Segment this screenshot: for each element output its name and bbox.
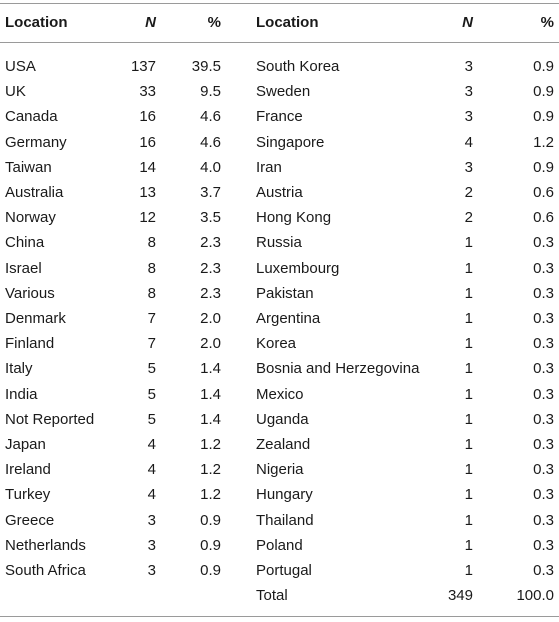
- right-pct-cell: 0.3: [533, 562, 554, 579]
- left-location-cell: UK: [5, 83, 26, 101]
- table-row: [0, 508, 559, 533]
- right-n-cell: 2: [464, 209, 473, 227]
- right-pct-cell: 0.3: [533, 461, 554, 479]
- top-rule: [0, 3, 559, 4]
- right-pct-cell: 0.3: [533, 410, 554, 428]
- right-n-cell: 1: [464, 385, 473, 403]
- table-row: [0, 306, 559, 331]
- left-pct-cell: 1.4: [200, 410, 221, 428]
- right-pct-cell: 0.3: [533, 486, 554, 504]
- left-location-cell: USA: [5, 58, 36, 75]
- left-n-cell: 5: [147, 385, 156, 403]
- left-pct-cell: 1.2: [200, 486, 221, 504]
- right-n-cell: 2: [464, 184, 473, 201]
- header-location-left: Location: [5, 14, 68, 31]
- right-pct-cell: 0.3: [533, 536, 554, 554]
- right-n-cell: 1: [464, 536, 473, 554]
- left-n-cell: 3: [147, 511, 156, 529]
- right-location-cell: Austria: [256, 184, 303, 201]
- total-n: 349: [447, 587, 473, 605]
- table-row: [0, 331, 559, 356]
- table-row: [0, 432, 559, 457]
- table-row: [0, 104, 559, 129]
- right-n-cell: 3: [464, 158, 473, 176]
- total-row: [0, 583, 559, 608]
- right-n-cell: 1: [464, 259, 473, 277]
- left-location-cell: South Africa: [5, 562, 86, 579]
- left-pct-cell: 39.5: [191, 58, 221, 75]
- left-location-cell: Australia: [5, 184, 64, 201]
- left-pct-cell: 4.0: [200, 158, 221, 176]
- right-n-cell: 1: [464, 436, 473, 453]
- left-pct-cell: 4.6: [200, 108, 221, 126]
- table-row: [0, 79, 559, 104]
- left-n-cell: 5: [147, 360, 156, 378]
- right-location-cell: Russia: [256, 234, 302, 252]
- right-pct-cell: 0.9: [533, 83, 554, 101]
- table-row: [0, 482, 559, 507]
- left-location-cell: Israel: [5, 259, 42, 277]
- left-n-cell: 4: [147, 486, 156, 504]
- total-label: Total: [256, 587, 288, 605]
- left-pct-cell: 0.9: [200, 511, 221, 529]
- left-location-cell: Netherlands: [5, 536, 86, 554]
- table-row: [0, 54, 559, 79]
- right-location-cell: Pakistan: [256, 284, 314, 302]
- left-pct-cell: 3.7: [200, 184, 221, 201]
- table-row: [0, 382, 559, 407]
- right-pct-cell: 0.3: [533, 335, 554, 353]
- header-location-right: Location: [256, 14, 319, 31]
- left-location-cell: Various: [5, 284, 55, 302]
- table-row: [0, 205, 559, 230]
- right-location-cell: Uganda: [256, 410, 309, 428]
- table-row: [0, 281, 559, 306]
- left-n-cell: 12: [139, 209, 156, 227]
- left-pct-cell: 9.5: [200, 83, 221, 101]
- right-location-cell: Poland: [256, 536, 303, 554]
- right-location-cell: Sweden: [256, 83, 311, 101]
- right-location-cell: Hong Kong: [256, 209, 332, 227]
- right-n-cell: 1: [464, 234, 473, 252]
- left-n-cell: 8: [147, 284, 156, 302]
- right-pct-cell: 0.3: [533, 511, 554, 529]
- table-row: [0, 533, 559, 558]
- right-n-cell: 1: [464, 284, 473, 302]
- right-pct-cell: 0.3: [533, 284, 554, 302]
- right-location-cell: Nigeria: [256, 461, 304, 479]
- left-location-cell: Taiwan: [5, 158, 52, 176]
- right-pct-cell: 0.3: [533, 259, 554, 277]
- left-pct-cell: 2.0: [200, 310, 221, 327]
- right-n-cell: 1: [464, 461, 473, 479]
- left-n-cell: 16: [139, 133, 156, 151]
- left-location-cell: Ireland: [5, 461, 51, 479]
- left-n-cell: 13: [139, 184, 156, 201]
- right-n-cell: 1: [464, 562, 473, 579]
- header-pct-right: %: [540, 14, 554, 31]
- right-location-cell: Iran: [256, 158, 282, 176]
- right-pct-cell: 0.6: [533, 209, 554, 227]
- right-location-cell: Korea: [256, 335, 297, 353]
- left-n-cell: 14: [139, 158, 156, 176]
- right-location-cell: Bosnia and Herzegovina: [256, 360, 420, 378]
- left-pct-cell: 2.3: [200, 234, 221, 252]
- table-row: [0, 558, 559, 583]
- left-n-cell: 3: [147, 562, 156, 579]
- table-row: [0, 180, 559, 205]
- left-n-cell: 137: [130, 58, 156, 75]
- right-pct-cell: 0.6: [533, 184, 554, 201]
- table-row: [0, 230, 559, 255]
- right-pct-cell: 0.3: [533, 360, 554, 378]
- right-pct-cell: 0.3: [533, 234, 554, 252]
- table-row: [0, 457, 559, 482]
- left-location-cell: Finland: [5, 335, 55, 353]
- left-location-cell: Denmark: [5, 310, 66, 327]
- bottom-rule: [0, 616, 559, 617]
- right-n-cell: 1: [464, 310, 473, 327]
- left-pct-cell: 2.3: [200, 284, 221, 302]
- left-location-cell: India: [5, 385, 38, 403]
- left-pct-cell: 3.5: [200, 209, 221, 227]
- left-n-cell: 7: [147, 310, 156, 327]
- left-n-cell: 8: [147, 259, 156, 277]
- left-location-cell: Not Reported: [5, 410, 95, 428]
- right-location-cell: Thailand: [256, 511, 314, 529]
- header-n-left: N: [145, 14, 156, 31]
- header-pct-left: %: [207, 14, 221, 31]
- left-location-cell: Canada: [5, 108, 58, 126]
- right-n-cell: 3: [464, 83, 473, 101]
- table-row: [0, 130, 559, 155]
- left-n-cell: 4: [147, 436, 156, 453]
- right-n-cell: 1: [464, 360, 473, 378]
- left-pct-cell: 0.9: [200, 536, 221, 554]
- right-n-cell: 1: [464, 486, 473, 504]
- table-row: [0, 155, 559, 180]
- left-pct-cell: 1.2: [200, 461, 221, 479]
- right-location-cell: France: [256, 108, 303, 126]
- right-location-cell: Argentina: [256, 310, 321, 327]
- left-pct-cell: 0.9: [200, 562, 221, 579]
- left-pct-cell: 1.4: [200, 360, 221, 378]
- left-n-cell: 5: [147, 410, 156, 428]
- header-row: [0, 10, 559, 35]
- right-pct-cell: 0.3: [533, 385, 554, 403]
- right-location-cell: Luxembourg: [256, 259, 340, 277]
- right-n-cell: 1: [464, 335, 473, 353]
- left-pct-cell: 2.3: [200, 259, 221, 277]
- right-pct-cell: 0.3: [533, 436, 554, 453]
- left-location-cell: Turkey: [5, 486, 51, 504]
- right-pct-cell: 0.9: [533, 58, 554, 75]
- table-row: [0, 256, 559, 281]
- left-n-cell: 3: [147, 536, 156, 554]
- left-location-cell: Germany: [5, 133, 67, 151]
- right-location-cell: Mexico: [256, 385, 304, 403]
- left-location-cell: China: [5, 234, 45, 252]
- left-location-cell: Norway: [5, 209, 56, 227]
- left-location-cell: Greece: [5, 511, 55, 529]
- left-pct-cell: 4.6: [200, 133, 221, 151]
- table-row: [0, 407, 559, 432]
- left-pct-cell: 1.4: [200, 385, 221, 403]
- right-n-cell: 3: [464, 58, 473, 75]
- total-pct: 100.0: [516, 587, 554, 605]
- left-location-cell: Italy: [5, 360, 33, 378]
- right-location-cell: Zealand: [256, 436, 311, 453]
- left-n-cell: 4: [147, 461, 156, 479]
- left-n-cell: 33: [139, 83, 156, 101]
- right-location-cell: South Korea: [256, 58, 340, 75]
- right-location-cell: Singapore: [256, 133, 325, 151]
- right-pct-cell: 1.2: [533, 133, 554, 151]
- right-location-cell: Portugal: [256, 562, 312, 579]
- right-location-cell: Hungary: [256, 486, 313, 504]
- left-n-cell: 8: [147, 234, 156, 252]
- header-rule: [0, 42, 559, 43]
- left-n-cell: 7: [147, 335, 156, 353]
- right-n-cell: 3: [464, 108, 473, 126]
- left-pct-cell: 2.0: [200, 335, 221, 353]
- right-n-cell: 1: [464, 511, 473, 529]
- header-n-right: N: [462, 14, 473, 31]
- table-row: [0, 356, 559, 381]
- right-pct-cell: 0.9: [533, 158, 554, 176]
- right-n-cell: 4: [464, 133, 473, 151]
- left-n-cell: 16: [139, 108, 156, 126]
- right-n-cell: 1: [464, 410, 473, 428]
- left-pct-cell: 1.2: [200, 436, 221, 453]
- right-pct-cell: 0.9: [533, 108, 554, 126]
- left-location-cell: Japan: [5, 436, 46, 453]
- right-pct-cell: 0.3: [533, 310, 554, 327]
